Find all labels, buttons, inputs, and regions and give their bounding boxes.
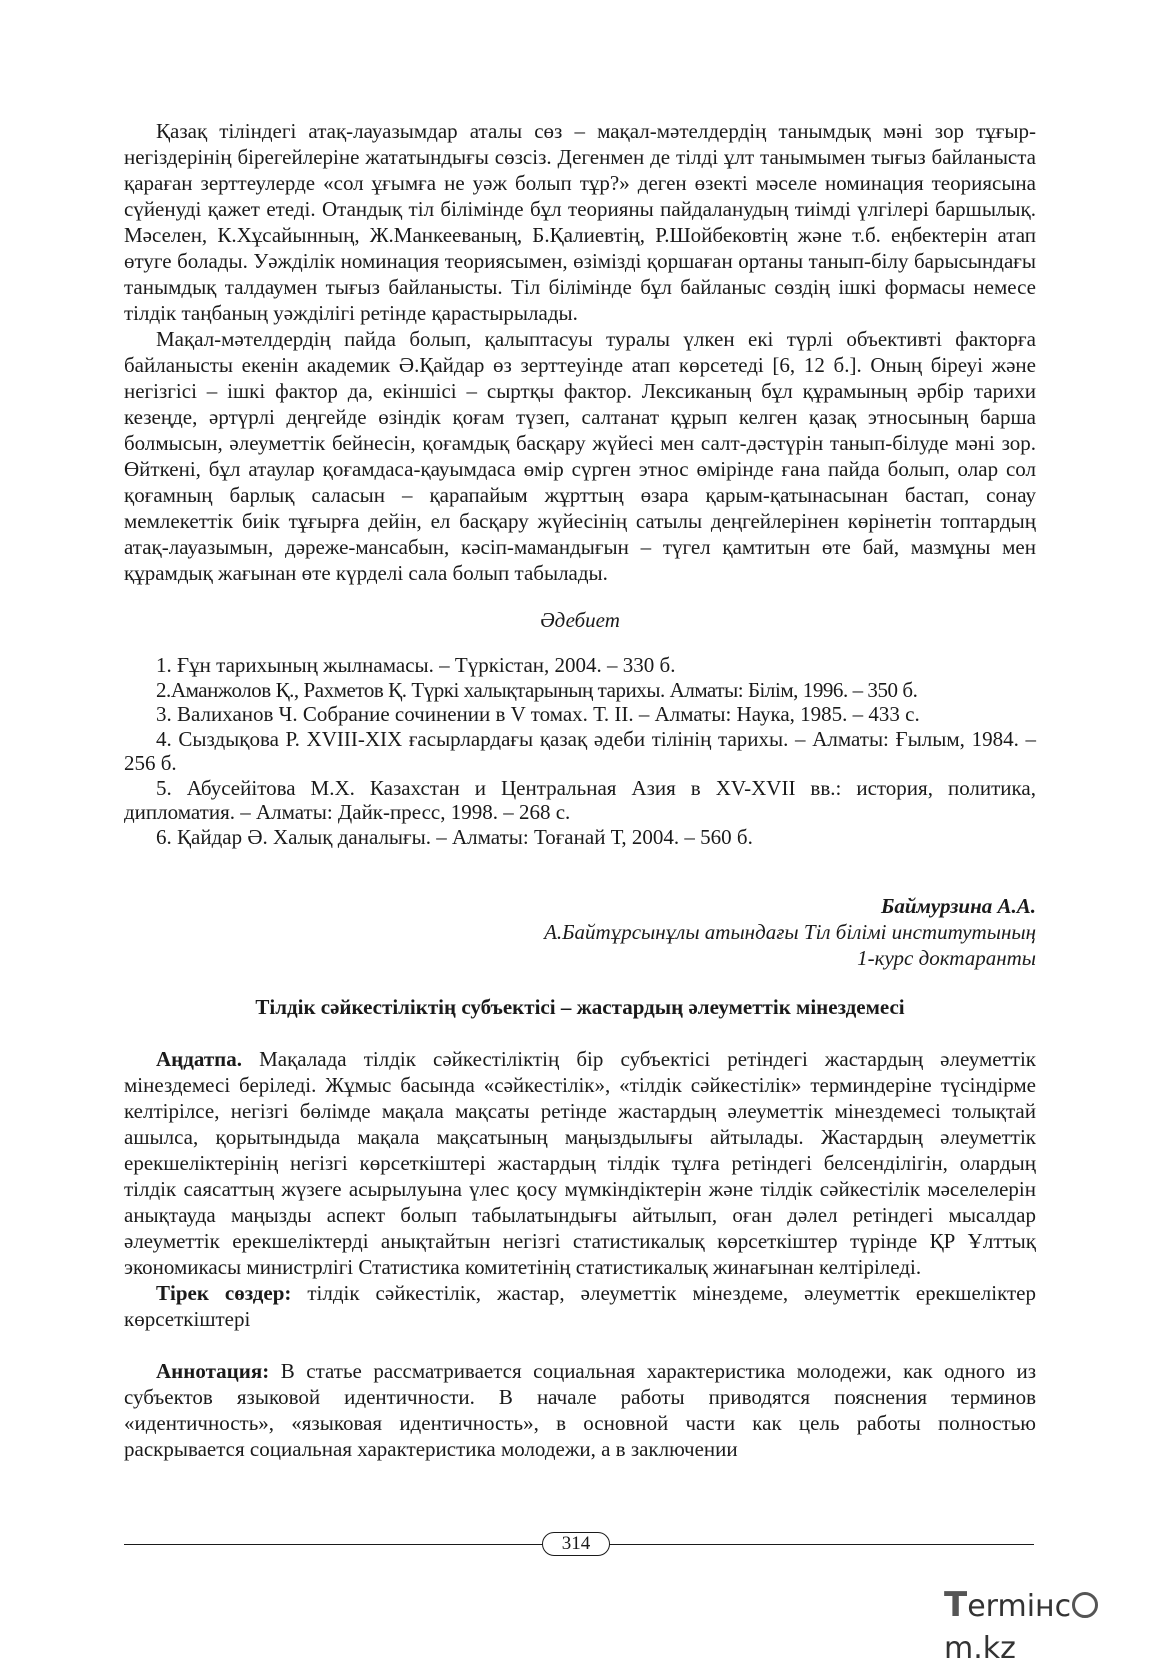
abstract-kz-text: Мақалада тілдік сәйкестіліктің бір субъектісі ретіндегі жастардың әлеуметтік мінездемесі беріледі. Жұмыс басында «сәйкестілік», «тілдік сәйкестілік» терминдеріне түсіндірме келтірілсе, негізгі бөлімде мақала мақсаты ретінде жастардың әлеуметтік мінездемесі толықтай ашылса, қорытындыда мақала мақсатының маңыздылығы айтылады. Жастардың әлеуметтік ерекшеліктерінің негізгі көрсеткіштері жастардың тілдік тұлға ретіндегі белсенділігін, олардың тілдік саясаттың жүзеге асырылуына үлес қосу мүмкіндіктерін және тілдік сәйкестілік мәселелерін анықтауда маңызды аспект болып табылатындығы айтылып, оған дәлел ретіндегі мысалдар әлеуметтік ерекшеліктерді анықтайтын негізгі статистикалық көрсеткіштер түрінде ҚР Ұлттық экономикасы министрлігі Статистика комитетінің статистикалық жинағынан келтіріледі. [124,1047,1036,1279]
keywords-kz-text: тілдік сәйкестілік, жастар, әлеуметтік мінездеме, әлеуметтік ерекшеліктер көрсеткіштері [124,1281,1036,1331]
reference-item: 4. Сыздықова Р. XVIII-XIX ғасырлардағы қазақ әдеби тілінің тарихы. – Алматы: Ғылым, 1984. –256 б. [124,726,1036,775]
article-title: Тілдік сәйкестіліктің субъектісі – жастардың әлеуметтік мінездемесі [255,995,905,1019]
reference-item: 3. Валиханов Ч. Собрание сочинении в V томах. Т. II. – Алматы: Наука, 1985. – 433 с. [156,702,920,726]
reference-item: 2.Аманжолов Қ., Рахметов Қ. Түркі халықтарының тарихы. Алматы: Білім, 1996. – 350 б. [156,677,918,702]
abstract-ru-text: В статье рассматривается социальная характеристика молодежи, как одного из субъектов языковой идентичности. В начале работы приводятся пояснения терминов «идентичность», «языковая идентичность», в основной части как цель работы полностью раскрывается социальная характеристика молодежи, а в заключении [124,1359,1036,1461]
author-affiliation: А.Байтұрсынұлы атындағы Тіл білімі институтының [544,920,1036,944]
body-paragraph: Мақал-мәтелдердің пайда болып, қалыптасуы туралы үлкен екі түрлі объективті факторға байланысты екенін академик Ә.Қайдар өз зерттеуінде атап көрсетеді [6, 12 б.]. Оның біреуі және негізгісі – ішкі фактор да, екіншісі – сыртқы фактор. Лексиканың бұл құрамының әрбір тарихи кезеңде, әртүрлі деңгейде өзіндік қоғам түзеп, салтанат құрып келген қазақ этносының барша болмысын, әлеуметтік бейнесін, қоғамдық басқару жүйесі мен салт-дәстүрін танып-білуде мәні зор. Өйткені, бұл атаулар қоғамдаса-қауымдаса өмір сүрген этнос өмірінде ғана пайда болып, олар сол қоғамның барлық саласын – қарапайым жұрттың өзара қарым-қатынасынан бастап, сонау мемлекеттік биік тұғырға дейін, ел басқару жүйесінің сатылы деңгейлерінен көрінетін топтардың атақ-лауазымын, дәреже-мансабын, кәсіп-мамандығын – түгел қамтитын өте бай, мазмұны мен құрамдық жағынан өте күрделі сала болып табылады. [124,327,1036,585]
author-position: 1-курс доктаранты [857,946,1036,970]
abstract-kz-label: Аңдатпа. [156,1047,243,1071]
watermark-text-start: ermінc [967,1589,1072,1624]
watermark-logo [944,1584,1154,1666]
reference-item: 5. Абусейітова М.Х. Казахстан и Центральная Азия в XV-XVII вв.: история, политика, дипломатия. – Алматы: Дайк-пресс, 1998. – 268 с. [124,775,1036,824]
page-footer [124,1534,1034,1554]
reference-list [124,653,1036,849]
keywords-kz-label: Тірек сөздер: [156,1281,292,1305]
page-number: 314 [542,1532,610,1556]
watermark-t: T [944,1585,968,1625]
spacer [124,1332,1036,1358]
magnifier-icon [1072,1592,1098,1618]
reference-item: 6. Қайдар Ә. Халық даналығы. – Алматы: Тоғанай Т, 2004. – 560 б. [156,824,753,849]
literature-heading: Әдебиет [540,608,620,632]
author-name: Баймурзина А.А. [881,894,1036,918]
body-paragraph: Қазақ тіліндегі атақ-лауазымдар аталы сөз – мақал-мәтелдердің танымдық мәні зор тұғыр-негіздерінің бірегейлеріне жататындығы сөзсіз. Дегенмен де тілді ұлт танымымен тығыз байланыста қараған зерттеулерде «сол ұғымға не уәж болып тұр?» деген өзекті мәселе номинация теориясына сүйенуді қажет етеді. Отандық тіл білімінде бұл теорияны пайдаланудың тиімді үлгілері баршылық. Мәселен, К.Хұсайынның, Ж.Манкееваның, Б.Қалиевтің, Р.Шойбековтің және т.б. еңбектерін атап өтуге болады. Уәжділік номинация теориясымен, өзімізді қоршаған ортаны танып-білу барысындағы танымдық талдаумен тығыз байланысты. Тіл білімінде бұл байланыс сөздің ішкі формасы немесе тілдік таңбаның уәжділігі ретінде қарастырылады. [124,119,1036,325]
abstract-ru-label: Аннотация: [156,1359,270,1383]
reference-item: 1. Ғұн тарихының жылнамасы. – Түркістан, 2004. – 330 б. [156,653,676,677]
keywords-kz [124,1280,1036,1332]
author-block [124,893,1036,971]
abstract-ru [124,1358,1036,1462]
abstract-kz [124,1046,1036,1280]
page-body [124,118,1036,1462]
watermark-text-end: m.kz [944,1631,1016,1666]
